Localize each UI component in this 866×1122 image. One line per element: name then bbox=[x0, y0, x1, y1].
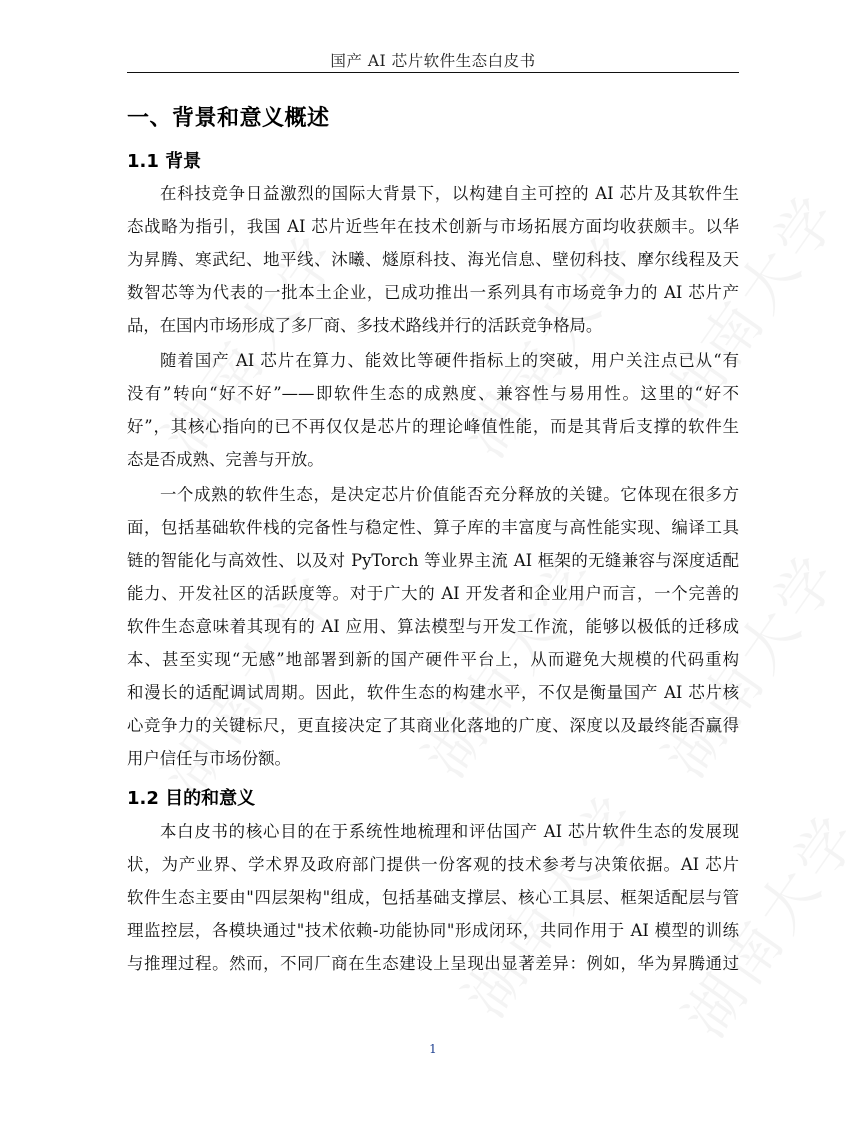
page-number: 1 bbox=[429, 1042, 437, 1056]
text-line: 本白皮书的核心目的在于系统性地梳理和评估国产 AI 芯片软件生态的发展现 bbox=[160, 822, 739, 841]
text-line: 理监控层，各模块通过"技术依赖-功能协同"形成闭环，共同作用于 AI 模型的训练 bbox=[127, 921, 739, 940]
text-line: 没有”转向“好不好”——即软件生态的成熟度、兼容性与易用性。这里的“好不 bbox=[127, 384, 739, 403]
text-line: 随着国产 AI 芯片在算力、能效比等硬件指标上的突破，用户关注点已从“有 bbox=[160, 351, 739, 370]
text-line: 数智芯等为代表的一批本土企业，已成功推出一系列具有市场竞争力的 AI 芯片产 bbox=[127, 283, 739, 302]
text-line: 能力、开发社区的活跃度等。对于广大的 AI 开发者和企业用户而言，一个完善的 bbox=[127, 584, 739, 603]
text-line: 软件生态意味着其现有的 AI 应用、算法模型与开发工作流，能够以极低的迁移成 bbox=[127, 617, 739, 636]
text-line: 态战略为指引，我国 AI 芯片近些年在技术创新与市场拓展方面均收获颇丰。以华 bbox=[127, 217, 739, 236]
section-heading-1-2: 1.2 目的和意义 bbox=[127, 788, 256, 809]
text-line: 用户信任与市场份额。 bbox=[127, 749, 291, 768]
chapter-title: 一、背景和意义概述 bbox=[127, 106, 330, 131]
text-line: 心竞争力的关键标尺，更直接决定了其商业化落地的广度、深度以及最终能否赢得 bbox=[127, 716, 739, 735]
text-line: 好”，其核心指向的已不再仅仅是芯片的理论峰值性能，而是其背后支撑的软件生 bbox=[127, 417, 739, 436]
text-line: 与推理过程。然而，不同厂商在生态建设上呈现出显著差异：例如，华为昇腾通过 bbox=[127, 954, 739, 973]
text-line: 状，为产业界、学术界及政府部门提供一份客观的技术参考与决策依据。AI 芯片 bbox=[127, 855, 739, 874]
text-line: 软件生态主要由"四层架构"组成，包括基础支撑层、核心工具层、框架适配层与管 bbox=[127, 888, 739, 907]
running-header: 国产 AI 芯片软件生态白皮书 bbox=[330, 52, 536, 70]
text-line: 为昇腾、寒武纪、地平线、沐曦、燧原科技、海光信息、壁仞科技、摩尔线程及天 bbox=[127, 250, 739, 269]
text-line: 本、甚至实现“无感”地部署到新的国产硬件平台上，从而避免大规模的代码重构 bbox=[127, 650, 739, 669]
text-line: 面，包括基础软件栈的完备性与稳定性、算子库的丰富度与高性能实现、编译工具 bbox=[127, 518, 739, 537]
text-line: 态是否成熟、完善与开放。 bbox=[127, 450, 324, 469]
text-line: 和漫长的适配调试周期。因此，软件生态的构建水平，不仅是衡量国产 AI 芯片核 bbox=[127, 683, 739, 702]
text-line: 链的智能化与高效性、以及对 PyTorch 等业界主流 AI 框架的无缝兼容与深度适配 bbox=[127, 551, 739, 570]
text-line: 在科技竞争日益激烈的国际大背景下，以构建自主可控的 AI 芯片及其软件生 bbox=[160, 184, 739, 203]
header-divider bbox=[127, 72, 739, 73]
section-heading-1-1: 1.1 背景 bbox=[127, 151, 202, 172]
text-line: 品，在国内市场形成了多厂商、多技术路线并行的活跃竞争格局。 bbox=[127, 316, 603, 335]
text-line: 一个成熟的软件生态，是决定芯片价值能否充分释放的关键。它体现在很多方 bbox=[160, 485, 739, 504]
